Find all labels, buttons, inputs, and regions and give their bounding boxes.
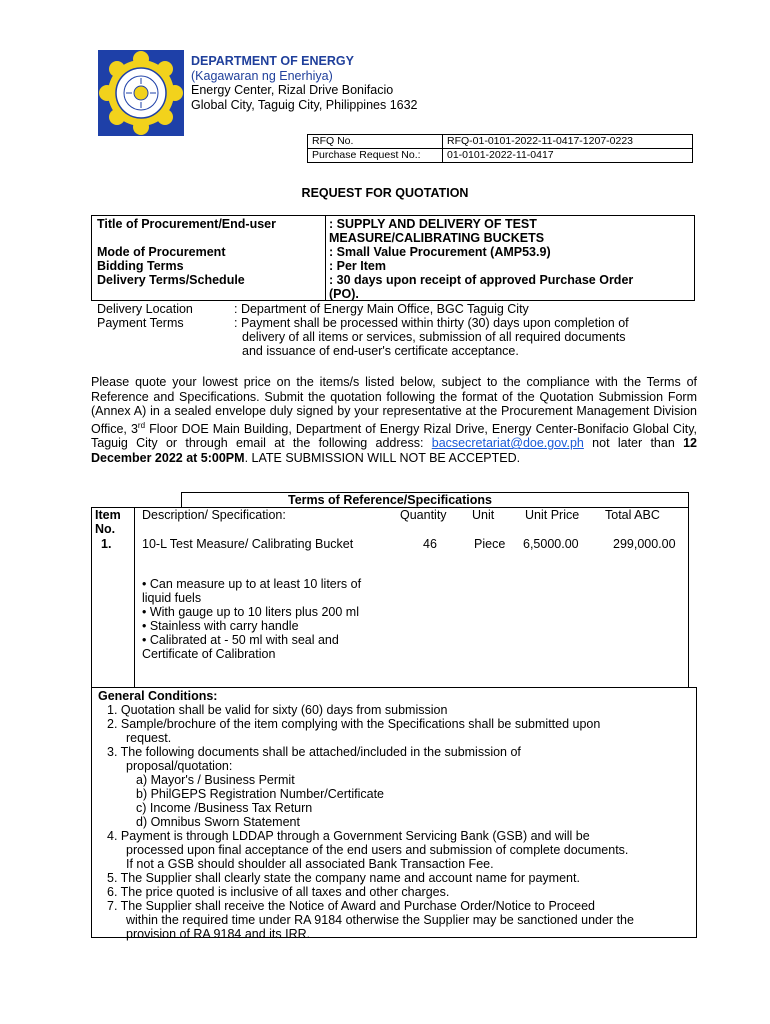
procurement-divider [325,216,326,300]
condition-line: 3. The following documents shall be attached/included in the submission of [107,745,521,759]
address-line-2: Global City, Taguig City, Philippines 1632 [191,97,418,112]
department-tagalog: (Kagawaran ng Enerhiya) [191,68,333,83]
col-description-label: Description/ Specification: [142,508,286,522]
spec-line: Certificate of Calibration [142,647,276,661]
condition-line: proposal/quotation: [126,759,233,773]
title-of-procurement-value-1: : SUPPLY AND DELIVERY OF TEST [329,217,537,231]
col-unit-price-label: Unit Price [525,508,580,522]
spec-line: • Stainless with carry handle [142,619,299,633]
tor-heading: Terms of Reference/Specifications [287,493,492,507]
rfq-number-label: RFQ No. [308,135,443,149]
terms-of-reference-table [91,492,689,688]
document-title: REQUEST FOR QUOTATION [301,186,469,200]
tor-left-border [91,507,92,688]
payment-terms-value-1: : Payment shall be processed within thirty (30) days upon completion of [234,316,629,330]
payment-terms-value-2: delivery of all items or services, submission of all required documents [242,330,626,344]
row-quantity: 46 [423,537,437,551]
row-description: 10-L Test Measure/ Calibrating Bucket [142,537,354,551]
tor-right-border [688,492,689,688]
col-unit-label: Unit [472,508,495,522]
condition-line: 7. The Supplier shall receive the Notice of Award and Purchase Order/Notice to Proceed [107,899,596,913]
delivery-terms-value-2: (PO). [329,287,359,301]
instructions-paragraph [91,375,697,465]
purchase-request-value: 01-0101-2022-11-0417 [443,149,693,163]
condition-line: a) Mayor's / Business Permit [136,773,295,787]
instructions-part-2: Floor DOE Main Building, Department of Energy Rizal Drive, Energy Center-Bonifacio Global City, Taguig City or through email at the following address: [91,421,697,451]
address-line-1: Energy Center, Rizal Drive Bonifacio [191,83,394,97]
condition-line: b) PhilGEPS Registration Number/Certificate [136,787,385,801]
instructions-part-4: . LATE SUBMISSION WILL NOT BE ACCEPTED. [244,450,521,465]
spec-line: • With gauge up to 10 liters plus 200 ml [142,605,359,619]
col-total-abc-label: Total ABC [605,508,660,522]
condition-line: 1. Quotation shall be valid for sixty (60) days from submission [107,703,448,717]
condition-line: provision of RA 9184 and its IRR. [126,927,311,941]
spec-line: • Calibrated at - 50 ml with seal and [142,633,339,647]
condition-line: 5. The Supplier shall clearly state the company name and account name for payment. [107,871,580,885]
tor-item-column-border [134,507,135,688]
condition-line: d) Omnibus Sworn Statement [136,815,300,829]
title-of-procurement-label: Title of Procurement/End-user [97,217,276,231]
col-quantity-label: Quantity [400,508,447,522]
bidding-terms-label: Bidding Terms [97,259,184,273]
col-item-no-label: No. [95,522,116,536]
payment-terms-value-3: and issuance of end-user's certificate acceptance. [242,344,519,358]
bac-email-link[interactable]: bacsecretariat@doe.gov.ph [431,436,584,451]
condition-line: If not a GSB should shoulder all associated Bank Transaction Fee. [126,857,494,871]
condition-line: processed upon final acceptance of the end users and submission of complete documents. [126,843,629,857]
delivery-terms-label: Delivery Terms/Schedule [97,273,245,287]
row-total-abc: 299,000.00 [613,537,676,551]
delivery-terms-value-1: : 30 days upon receipt of approved Purchase Order [329,273,634,287]
procurement-details-box [91,215,695,301]
row-unit-price: 6,5000.00 [523,537,579,551]
condition-line: request. [126,731,172,745]
spec-line: • Can measure up to at least 10 liters of [142,577,362,591]
row-unit: Piece [474,537,506,551]
spec-line: liquid fuels [142,591,202,605]
floor-superscript: rd [137,420,146,430]
condition-line: within the required time under RA 9184 otherwise the Supplier may be sanctioned under the [126,913,634,927]
instructions-part-1: Please quote your lowest price on the items/s listed below, subject to the compliance with the Terms of Reference and Specifications. Submit the quotation following the format of the Quotation Submission Form (Annex A) in a sealed envelope duly signed by your representative at the Procurement Management Division Office, 3 [91,375,697,436]
condition-line: c) Income /Business Tax Return [136,801,313,815]
rfq-number-value: RFQ-01-0101-2022-11-0417-1207-0223 [443,135,693,149]
bidding-terms-value: : Per Item [329,259,386,273]
letterhead [191,54,418,112]
instructions-part-3: not later than [583,436,684,451]
condition-line: 6. The price quoted is inclusive of all taxes and other charges. [107,885,450,899]
department-name: DEPARTMENT OF ENERGY [191,54,354,68]
general-conditions-box [91,687,697,941]
delivery-location-value: : Department of Energy Main Office, BGC Taguig City [234,302,529,316]
purchase-request-label: Purchase Request No.: [308,149,443,163]
submission-deadline: 12 December 2022 at 5:00PM [91,436,697,465]
mode-of-procurement-value: : Small Value Procurement (AMP53.9) [329,245,551,259]
title-of-procurement-value-2: MEASURE/CALIBRATING BUCKETS [329,231,545,245]
col-item-label: Item [95,508,121,522]
row-item-number: 1. [101,537,112,551]
general-conditions-heading: General Conditions: [98,689,218,703]
condition-line: 4. Payment is through LDDAP through a Government Servicing Bank (GSB) and will be [107,829,590,843]
rfq-info-table [307,134,693,163]
delivery-location-label: Delivery Location [97,302,193,316]
doe-seal-logo [98,50,184,136]
payment-terms-label: Payment Terms [97,316,184,330]
condition-line: 2. Sample/brochure of the item complying with the Specifications shall be submitted upon [107,717,601,731]
mode-of-procurement-label: Mode of Procurement [97,245,226,259]
